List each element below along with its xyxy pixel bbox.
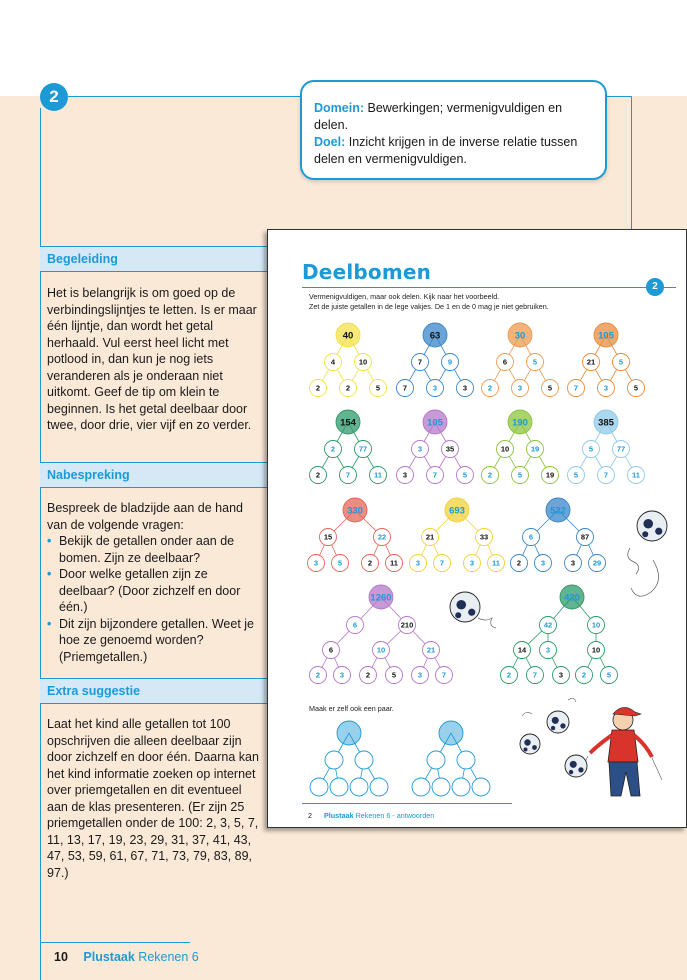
tree-node-value: 2 bbox=[315, 670, 321, 680]
tree-node-value: 11 bbox=[492, 558, 500, 568]
tree-node bbox=[540, 642, 557, 659]
tree-node-value: 11 bbox=[390, 558, 398, 568]
tree-node bbox=[497, 354, 514, 371]
tree-node-value: 5 bbox=[588, 444, 594, 454]
practice-tree-root bbox=[337, 721, 361, 745]
tree-node-value: 40 bbox=[342, 330, 354, 342]
worksheet-footer-brand: Plustaak bbox=[324, 811, 354, 820]
tree-node-value: 5 bbox=[633, 383, 639, 393]
tree-leaf bbox=[512, 380, 529, 397]
tree-leaf bbox=[310, 667, 327, 684]
football-illustration bbox=[520, 734, 540, 754]
tree-node bbox=[347, 617, 364, 634]
tree-leaf bbox=[598, 467, 615, 484]
tree-root bbox=[594, 323, 618, 347]
tree-node bbox=[514, 642, 531, 659]
tree-leaf bbox=[397, 467, 414, 484]
tree-node-value: 420 bbox=[564, 592, 580, 604]
tree-node-circle bbox=[355, 751, 373, 769]
tree-node-value: 15 bbox=[323, 532, 333, 542]
tree-node-circle bbox=[457, 751, 475, 769]
tree-node-value: 522 bbox=[550, 505, 566, 517]
tree-root bbox=[336, 323, 360, 347]
tree-leaf bbox=[464, 555, 481, 572]
tree-node-value: 7 bbox=[441, 670, 447, 680]
tree-node bbox=[613, 441, 630, 458]
worksheet-footer-rule bbox=[302, 803, 512, 804]
nabespreking-heading: Nabespreking bbox=[40, 462, 268, 488]
practice-tree-leaf bbox=[330, 778, 348, 796]
tree-node-value: 77 bbox=[358, 444, 368, 454]
tree-node-value: 7 bbox=[573, 383, 579, 393]
worksheet-footer-book: Rekenen 6 - antwoorden bbox=[355, 811, 435, 820]
tree-root bbox=[343, 498, 367, 522]
tree-node-value: 3 bbox=[462, 383, 468, 393]
tree-node bbox=[423, 642, 440, 659]
tree-node-value: 3 bbox=[603, 383, 609, 393]
tree-node bbox=[355, 354, 372, 371]
tree-leaf bbox=[412, 667, 429, 684]
tree-leaf bbox=[482, 380, 499, 397]
tree-node-value: 3 bbox=[339, 670, 345, 680]
tree-leaf bbox=[628, 380, 645, 397]
lesson-number-badge: 2 bbox=[40, 83, 68, 111]
juggler-illustration bbox=[580, 707, 662, 796]
tree-node-value: 693 bbox=[449, 505, 465, 517]
tree-node bbox=[577, 529, 594, 546]
tree-node-value: 6 bbox=[352, 620, 358, 630]
tree-leaf bbox=[501, 667, 518, 684]
tree-node-circle bbox=[472, 778, 490, 796]
tree-node-value: 105 bbox=[427, 417, 443, 429]
tree-node-value: 154 bbox=[340, 417, 356, 429]
goal-text: Inzicht krijgen in de inverse relatie tussen delen en vermenigvuldigen. bbox=[314, 135, 578, 166]
tree-leaf bbox=[565, 555, 582, 572]
list-item: • Dit zijn bijzondere getallen. Weet je hoe ze genoemd worden? (Priemgetallen.) bbox=[47, 616, 259, 666]
tree-node-value: 10 bbox=[358, 357, 368, 367]
practice-tree-root bbox=[439, 721, 463, 745]
extra-suggestie-text: Laat het kind alle getallen tot 100 opschrijven die alleen deelbaar zijn door zichzelf en door één. Daarna kan het kind informatie zoeken op internet over priemgetallen en dit eventueel aan de klas presenteren. (Er zijn 25 priemgetallen onder de 100: 2, 3, 5, 7, 11, 13, 17, 19, 23, 29, 31, 37, 41, 43, 47, 53, 59, 61, 67, 71, 73, 79, 83, 89, 97.) bbox=[47, 717, 259, 880]
tree-node-value: 5 bbox=[547, 383, 553, 393]
instruction-line: Vermenigvuldigen, maar ook delen. Kijk naar het voorbeeld. bbox=[309, 292, 500, 301]
tree-node-value: 3 bbox=[570, 558, 576, 568]
tree-leaf bbox=[436, 667, 453, 684]
nabespreking-intro: Bespreek de bladzijde aan de hand van de volgende vragen: bbox=[47, 501, 243, 532]
practice-tree-node bbox=[427, 751, 445, 769]
tree-leaf bbox=[482, 467, 499, 484]
footer-rule bbox=[40, 942, 190, 943]
tree-node bbox=[412, 354, 429, 371]
tree-leaf bbox=[340, 467, 357, 484]
tree-node-value: 7 bbox=[345, 470, 351, 480]
tree-node bbox=[442, 354, 459, 371]
tree-root bbox=[336, 410, 360, 434]
motion-lines bbox=[522, 698, 576, 716]
practice-tree-leaf bbox=[412, 778, 430, 796]
practice-tree-node bbox=[355, 751, 373, 769]
tree-node bbox=[497, 441, 514, 458]
tree-node-circle bbox=[350, 778, 368, 796]
worksheet-page-number: 2 bbox=[308, 811, 312, 820]
practice-tree-leaf bbox=[350, 778, 368, 796]
motion-lines bbox=[631, 560, 659, 596]
tree-node-value: 3 bbox=[417, 444, 423, 454]
tree-node-value: 190 bbox=[512, 417, 528, 429]
tree-node-value: 11 bbox=[374, 470, 382, 480]
tree-node-circle bbox=[337, 721, 361, 745]
page-footer bbox=[54, 950, 199, 964]
list-item: • Door welke getallen zijn ze deelbaar? (Door zichzelf en door één.) bbox=[47, 566, 259, 616]
tree-node-value: 77 bbox=[616, 444, 626, 454]
left-rule bbox=[40, 108, 41, 980]
tree-node-value: 10 bbox=[591, 620, 601, 630]
domain-label: Domein: bbox=[314, 101, 364, 115]
tree-root bbox=[594, 410, 618, 434]
footer-brand: Plustaak bbox=[83, 950, 135, 964]
tree-node bbox=[527, 354, 544, 371]
tree-node-value: 3 bbox=[415, 558, 421, 568]
tree-leaf bbox=[601, 667, 618, 684]
tree-node-value: 7 bbox=[432, 470, 438, 480]
tree-leaf bbox=[598, 380, 615, 397]
tree-node-circle bbox=[439, 721, 463, 745]
tree-node bbox=[320, 529, 337, 546]
tree-leaf bbox=[360, 667, 377, 684]
tree-node-value: 10 bbox=[376, 645, 386, 655]
tree-node bbox=[325, 354, 342, 371]
tree-node-circle bbox=[427, 751, 445, 769]
tree-leaf bbox=[589, 555, 606, 572]
tree-node-value: 2 bbox=[516, 558, 522, 568]
tree-node-value: 3 bbox=[517, 383, 523, 393]
tree-leaf bbox=[310, 467, 327, 484]
tree-node-value: 42 bbox=[543, 620, 553, 630]
tree-leaf bbox=[370, 467, 387, 484]
tree-node-value: 2 bbox=[367, 558, 373, 568]
tree-node-value: 385 bbox=[598, 417, 614, 429]
tree-node-value: 33 bbox=[479, 532, 489, 542]
tree-node-value: 6 bbox=[328, 645, 334, 655]
tree-node-circle bbox=[412, 778, 430, 796]
practice-tree-node bbox=[325, 751, 343, 769]
right-rule bbox=[631, 96, 632, 232]
tree-node-value: 21 bbox=[586, 357, 596, 367]
list-item: • Bekijk de getallen onder aan de bomen. Zijn ze deelbaar? bbox=[47, 533, 259, 566]
tree-node-value: 7 bbox=[402, 383, 408, 393]
practice-tree-leaf bbox=[432, 778, 450, 796]
tree-node bbox=[373, 642, 390, 659]
tree-node bbox=[412, 441, 429, 458]
tree-node-value: 3 bbox=[469, 558, 475, 568]
tree-leaf bbox=[568, 380, 585, 397]
tree-node-value: 7 bbox=[417, 357, 423, 367]
tree-node bbox=[527, 441, 544, 458]
tree-node bbox=[374, 529, 391, 546]
worksheet-number-badge: 2 bbox=[646, 278, 664, 296]
tree-node bbox=[442, 441, 459, 458]
tree-node-value: 2 bbox=[365, 670, 371, 680]
tree-node-value: 5 bbox=[606, 670, 612, 680]
tree-node-value: 30 bbox=[514, 330, 526, 342]
tree-leaf bbox=[308, 555, 325, 572]
tree-node-value: 7 bbox=[603, 470, 609, 480]
tree-node-value: 4 bbox=[330, 357, 336, 367]
tree-node-value: 35 bbox=[445, 444, 455, 454]
tree-leaf bbox=[511, 555, 528, 572]
tree-node-value: 21 bbox=[425, 532, 435, 542]
tree-node-circle bbox=[452, 778, 470, 796]
tree-node-value: 5 bbox=[375, 383, 381, 393]
tree-node-value: 2 bbox=[345, 383, 351, 393]
tree-leaf bbox=[427, 380, 444, 397]
tree-node-value: 22 bbox=[377, 532, 387, 542]
tree-leaf bbox=[628, 467, 645, 484]
tree-leaf bbox=[340, 380, 357, 397]
practice-tree-leaf bbox=[472, 778, 490, 796]
goal-label: Doel: bbox=[314, 135, 346, 149]
tree-leaf bbox=[334, 667, 351, 684]
motion-lines bbox=[478, 618, 496, 628]
tree-node bbox=[613, 354, 630, 371]
tree-leaf bbox=[332, 555, 349, 572]
tree-node-circle bbox=[330, 778, 348, 796]
tree-node bbox=[588, 617, 605, 634]
practice-tree-leaf bbox=[452, 778, 470, 796]
begeleiding-text: Het is belangrijk is om goed op de verbindingslijntjes te letten. Is er maar één lijntje, dan wordt het getal herhaald. Vul eerst heel licht met potlood in, dan kun je nog iets veranderen als je onderaan niet uitkomt. Geef de tip om klein te beginnen. Is het getal deelbaar door twee, door drie, vier vijf en zo verder. bbox=[47, 286, 257, 432]
football-illustration bbox=[547, 711, 569, 733]
tree-leaf bbox=[488, 555, 505, 572]
factor-trees bbox=[268, 230, 687, 828]
tree-leaf bbox=[512, 467, 529, 484]
worksheet-footer bbox=[308, 811, 434, 820]
tree-node bbox=[583, 441, 600, 458]
tree-node-value: 7 bbox=[439, 558, 445, 568]
tree-node-value: 2 bbox=[487, 470, 493, 480]
tree-root bbox=[546, 498, 570, 522]
tree-node-value: 2 bbox=[506, 670, 512, 680]
tree-leaf bbox=[410, 555, 427, 572]
page-number: 10 bbox=[54, 950, 68, 964]
practice-tree-leaf bbox=[370, 778, 388, 796]
tree-node-value: 9 bbox=[447, 357, 453, 367]
tree-node bbox=[323, 642, 340, 659]
tree-node-value: 7 bbox=[532, 670, 538, 680]
tree-node-value: 5 bbox=[462, 470, 468, 480]
tree-node-value: 5 bbox=[573, 470, 579, 480]
tree-node-value: 3 bbox=[402, 470, 408, 480]
tree-root bbox=[560, 585, 584, 609]
tree-root bbox=[445, 498, 469, 522]
practice-tree-leaf bbox=[310, 778, 328, 796]
tree-leaf bbox=[542, 467, 559, 484]
tree-node-value: 10 bbox=[591, 645, 601, 655]
tree-node-value: 2 bbox=[315, 470, 321, 480]
football-illustration bbox=[565, 755, 587, 777]
goal-box bbox=[300, 80, 607, 180]
tree-root bbox=[369, 585, 393, 609]
tree-node-value: 3 bbox=[558, 670, 564, 680]
tree-leaf bbox=[362, 555, 379, 572]
nabespreking-body bbox=[47, 500, 259, 665]
tree-leaf bbox=[553, 667, 570, 684]
nabespreking-list bbox=[47, 533, 259, 665]
domain-text: Bewerkingen; vermenigvuldigen en delen. bbox=[314, 101, 563, 132]
tree-node bbox=[355, 441, 372, 458]
tree-root bbox=[508, 323, 532, 347]
tree-node bbox=[476, 529, 493, 546]
tree-node bbox=[583, 354, 600, 371]
tree-node-circle bbox=[310, 778, 328, 796]
worksheet-page bbox=[267, 229, 687, 828]
tree-leaf bbox=[370, 380, 387, 397]
tree-node-value: 105 bbox=[598, 330, 614, 342]
tree-node-value: 3 bbox=[545, 645, 551, 655]
tree-node bbox=[422, 529, 439, 546]
tree-node-circle bbox=[432, 778, 450, 796]
tree-node-value: 3 bbox=[540, 558, 546, 568]
tree-node-value: 2 bbox=[315, 383, 321, 393]
extra-suggestie-heading: Extra suggestie bbox=[40, 678, 268, 704]
tree-node-circle bbox=[370, 778, 388, 796]
tree-leaf bbox=[576, 667, 593, 684]
tree-leaf bbox=[542, 380, 559, 397]
tree-node-value: 6 bbox=[528, 532, 534, 542]
tree-node-value: 3 bbox=[432, 383, 438, 393]
football-illustration bbox=[637, 511, 667, 541]
tree-node-value: 5 bbox=[517, 470, 523, 480]
worksheet-title: Deelbomen bbox=[302, 260, 432, 284]
make-yourself-label: Maak er zelf ook een paar. bbox=[309, 704, 394, 713]
tree-leaf bbox=[434, 555, 451, 572]
tree-root bbox=[423, 323, 447, 347]
tree-node-value: 3 bbox=[417, 670, 423, 680]
tree-node-value: 29 bbox=[592, 558, 602, 568]
tree-leaf bbox=[386, 667, 403, 684]
motion-lines bbox=[628, 548, 639, 574]
tree-node bbox=[588, 642, 605, 659]
begeleiding-heading: Begeleiding bbox=[40, 246, 268, 272]
tree-leaf bbox=[310, 380, 327, 397]
tree-root bbox=[508, 410, 532, 434]
football-illustration bbox=[450, 592, 480, 622]
tree-node-value: 14 bbox=[517, 645, 527, 655]
tree-node-value: 330 bbox=[347, 505, 363, 517]
tree-node-value: 210 bbox=[400, 620, 414, 630]
tree-node-circle bbox=[325, 751, 343, 769]
tree-leaf bbox=[386, 555, 403, 572]
tree-node-value: 5 bbox=[532, 357, 538, 367]
tree-leaf bbox=[397, 380, 414, 397]
tree-node-value: 6 bbox=[502, 357, 508, 367]
footer-book: Rekenen 6 bbox=[138, 950, 199, 964]
tree-node bbox=[540, 617, 557, 634]
tree-node-value: 2 bbox=[330, 444, 336, 454]
tree-node-value: 3 bbox=[313, 558, 319, 568]
tree-node-value: 10 bbox=[500, 444, 510, 454]
tree-leaf bbox=[535, 555, 552, 572]
tree-node-value: 2 bbox=[487, 383, 493, 393]
tree-leaf bbox=[427, 467, 444, 484]
tree-node-value: 19 bbox=[530, 444, 540, 454]
tree-node-value: 19 bbox=[545, 470, 555, 480]
instruction-line: Zet de juiste getallen in de lege vakjes. De 1 en de 0 mag je niet gebruiken. bbox=[309, 302, 549, 311]
practice-tree-node bbox=[457, 751, 475, 769]
tree-node-value: 87 bbox=[580, 532, 590, 542]
tree-leaf bbox=[568, 467, 585, 484]
tree-root bbox=[423, 410, 447, 434]
tree-node-value: 5 bbox=[618, 357, 624, 367]
tree-node bbox=[325, 441, 342, 458]
tree-leaf bbox=[527, 667, 544, 684]
tree-node-value: 1260 bbox=[370, 592, 392, 604]
tree-node-value: 5 bbox=[337, 558, 343, 568]
tree-node bbox=[399, 617, 416, 634]
tree-node-value: 21 bbox=[426, 645, 436, 655]
tree-leaf bbox=[457, 467, 474, 484]
tree-node-value: 5 bbox=[391, 670, 397, 680]
tree-node bbox=[523, 529, 540, 546]
tree-node-value: 11 bbox=[632, 470, 640, 480]
tree-leaf bbox=[457, 380, 474, 397]
tree-node-value: 2 bbox=[581, 670, 587, 680]
tree-node-value: 63 bbox=[429, 330, 441, 342]
